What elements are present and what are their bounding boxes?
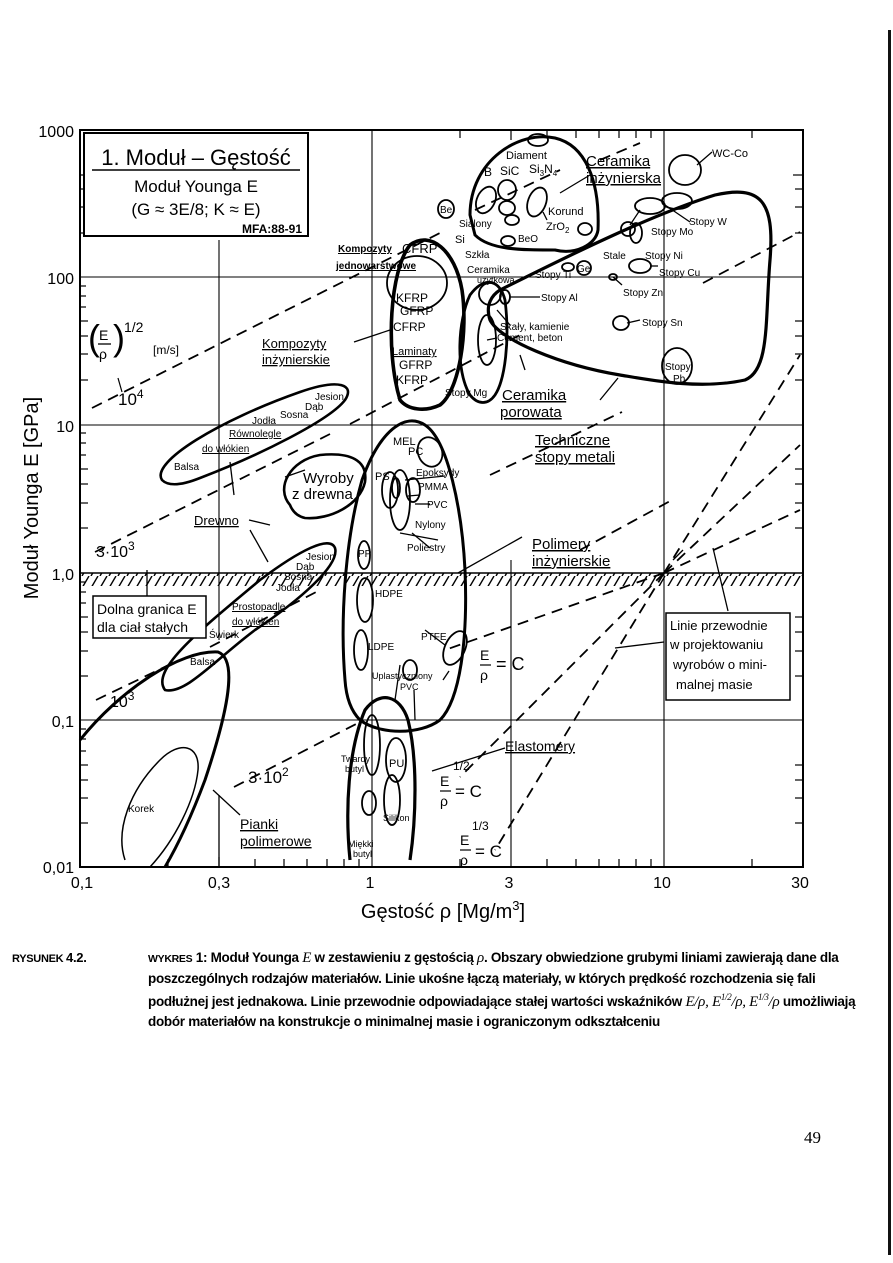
wave-formula-unit: [m/s] [153, 343, 179, 357]
wave-formula-E: E [99, 327, 109, 343]
x-tick-10: 10 [653, 875, 671, 892]
lower-limit-band [80, 573, 803, 586]
label-balsa: Balsa [174, 462, 200, 473]
label-kfrp-2: KFRP [396, 373, 429, 387]
label-stopy-pb-1: Stopy [665, 362, 691, 373]
envelope-polymer-foams [80, 652, 229, 867]
label-pmma: PMMA [418, 482, 448, 493]
label-wyroby-2: z drewna [292, 486, 353, 503]
label-ceramika-porowata-1: Ceramika [502, 387, 567, 404]
figure-label: RYSUNEK 4.2. [12, 950, 87, 965]
label-pu: PU [389, 758, 405, 770]
label-pc: PC [408, 446, 424, 458]
label-linie-4: malnej masie [676, 677, 753, 692]
label-ceramika-inzynierska-2: inżynierska [586, 170, 662, 187]
label-wc-co: WC-Co [712, 148, 749, 160]
label-ceramika-porowata-2: porowata [500, 404, 562, 421]
label-techniczne-1: Techniczne [535, 432, 611, 449]
label-korund: Korund [548, 206, 584, 218]
grid-lines [80, 130, 803, 867]
label-ge: Ge [577, 264, 591, 275]
figure-caption [12, 948, 872, 1031]
label-rownolegle-1: Równolegle [229, 429, 282, 440]
chart-title: 1. Moduł – Gęstość [101, 145, 291, 170]
label-pianki-2: polimerowe [240, 833, 312, 849]
label-linie-2: w projektowaniu [670, 637, 764, 652]
label-wyroby-1: Wyroby [303, 470, 354, 487]
label-prostopadle-2: do włókien [232, 617, 280, 628]
label-hdpe: HDPE [375, 589, 403, 600]
guide1-rho: ρ [480, 667, 488, 683]
label-stopy-mg: Stopy Mg [445, 388, 488, 399]
title-box [84, 133, 308, 236]
label-jesion-2: Jesion [306, 552, 335, 563]
label-gfrp: GFRP [400, 304, 434, 318]
label-twardy-2: butyl [345, 764, 365, 774]
label-ceramika-inzynierska-1: Ceramika [586, 153, 651, 170]
guideline-box [666, 613, 790, 700]
label-ceramika-uzytkowa-2: użytkowa [477, 275, 515, 285]
x-tick-0.1: 0,1 [70, 875, 94, 892]
y-tick-10: 10 [56, 419, 74, 436]
label-pp: PP [358, 549, 372, 560]
label-drewno: Drewno [194, 513, 239, 528]
x-tick-labels [71, 875, 809, 892]
page-number: 49 [804, 1128, 821, 1147]
label-skaly: Skały, kamienie [500, 322, 570, 333]
label-mel: MEL [393, 436, 416, 448]
guide2-c: = C [455, 782, 482, 801]
label-stopy-sn: Stopy Sn [642, 318, 683, 329]
label-twardy-1: Twardy [341, 754, 371, 764]
label-poliestry: Poliestry [407, 543, 446, 554]
label-stopy-zn: Stopy Zn [623, 288, 664, 299]
chart-source: MFA:88-91 [241, 222, 302, 236]
labels-guidelines [440, 647, 525, 868]
label-korek: Korek [128, 804, 155, 815]
label-jodla: Jodła [252, 416, 276, 427]
label-b: B [484, 165, 493, 179]
label-sialony: Sialony [459, 219, 492, 230]
label-jodla-2: Jodła [276, 583, 300, 594]
label-kompozyty-jedn-1: Kompozyty [338, 244, 392, 255]
guide1-c: = C [496, 654, 525, 674]
caption-text: WYKRES 1: Moduł Younga E w zestawieniu z gęstością ρ. Obszary obwiedzione grubymi liniami zawierają dane dla poszczególnych rodzajów materiałów. Linie ukośne łączą materiały, w których prędkość rozchodzenia się fali podłużnej jest jednakowa. Linie przewodnie odpowiadające stałej wartości wskaźników E/ρ, $E^{1/2}/\rho$, $E^{1/3}/\rho$ umożliwiają dobór materiałów na konstrukcje o minimalnej masie i ograniczonym odkształceniu [148, 950, 856, 1029]
wave-paren-right: ) [113, 317, 125, 358]
label-zro2: ZrO$_2$ [546, 221, 570, 235]
label-diament: Diament [506, 150, 547, 162]
label-ldpe: LDPE [368, 642, 395, 653]
label-ps: PS [375, 471, 390, 483]
x-tick-30: 30 [791, 875, 809, 892]
label-cement: Cement, beton [497, 333, 563, 344]
label-stopy-cu: Stopy Cu [659, 268, 701, 279]
label-kompozyty-inz-1: Kompozyty [262, 336, 327, 351]
label-laminaty: Laminaty [392, 346, 437, 358]
label-linie-3: wyrobów o mini- [673, 657, 767, 672]
label-si3n4: $Si_3N_4$ [529, 162, 558, 178]
label-elastomery: Elastomery [505, 738, 576, 754]
label-linie-1: Linie przewodnie [670, 618, 768, 633]
wave-formula-exp: 1/2 [124, 319, 144, 335]
guide3-c: = C [475, 842, 502, 861]
label-stopy-mo: Stopy Mo [651, 227, 694, 238]
x-tick-3: 3 [504, 875, 514, 892]
label-swierk: Świerk [209, 630, 240, 641]
label-uplast-2: PVC [400, 682, 419, 692]
wave-label-1e3: $10^3$ [110, 689, 135, 711]
label-kompozyty-jedn-2: jednowarstwowe [336, 261, 417, 272]
label-stopy-ni: Stopy Ni [645, 251, 683, 262]
wave-formula-rho: ρ [99, 346, 107, 362]
label-jesion: Jesion [315, 392, 344, 403]
labels-polymers [358, 436, 459, 692]
envelope-elastomers [348, 698, 415, 860]
wave-paren-left: ( [88, 317, 100, 358]
label-gfrp-2: GFRP [399, 358, 433, 372]
labels-wave-speed [88, 317, 289, 787]
y-tick-0.1: 0,1 [51, 714, 74, 731]
label-prostopadle-1: Prostopadle [232, 602, 286, 613]
chart-subtitle: Moduł Younga E [134, 177, 258, 196]
y-tick-1000: 1000 [38, 124, 74, 141]
label-dab-2: Dąb [296, 562, 315, 573]
wave-label-3e2: $3\cdot 10^2$ [248, 765, 289, 787]
label-dolna-2: dla ciał stałych [97, 619, 189, 635]
guideline-lines [445, 355, 800, 850]
label-cfrp: CFRP [393, 320, 426, 334]
y-tick-labels [38, 124, 74, 877]
wave-label-3e3: $3\cdot 10^3$ [96, 539, 135, 561]
y-tick-1: 1,0 [51, 567, 74, 584]
label-stopy-ti: Stopy Ti [535, 270, 572, 281]
guide2-exp: 1/2 [453, 759, 470, 773]
label-stopy-pb-2: Pb [673, 374, 686, 385]
x-axis-title: Gęstość ρ $[Mg/m^3]$ [360, 898, 526, 923]
label-miekki-2: butyl [353, 849, 373, 859]
guide3-rho: ρ [460, 852, 468, 868]
guide1-E: E [480, 647, 490, 663]
plot-frame [80, 130, 803, 867]
label-si: Si [455, 234, 465, 246]
wave-label-1e4: $10^4$ [118, 387, 144, 409]
label-kfrp: KFRP [396, 291, 429, 305]
label-dab: Dąb [305, 402, 324, 413]
label-polimery-2: inżynierskie [532, 553, 611, 570]
label-rownolegle-2: do włókien [202, 444, 250, 455]
label-szkla: Szkła [465, 250, 490, 261]
label-epoksydy: Epoksydy [416, 468, 460, 479]
label-sic: SiC [500, 164, 520, 178]
label-beo: BeO [518, 234, 539, 245]
label-balsa-2: Balsa [190, 657, 216, 668]
label-miekki-1: Miękki [348, 839, 374, 849]
label-sosna: Sosna [280, 410, 309, 421]
guide2-E: E [440, 773, 450, 789]
label-pvc: PVC [427, 500, 448, 511]
label-nylony: Nylony [415, 520, 446, 531]
label-kompozyty-inz-2: inżynierskie [262, 352, 330, 367]
guide2-rho: ρ [440, 793, 448, 809]
y-tick-0.01: 0,01 [42, 860, 74, 877]
label-stale: Stale [603, 251, 626, 262]
guide3-exp: 1/3 [472, 819, 489, 833]
x-tick-1: 1 [365, 875, 375, 892]
label-stopy-al: Stopy Al [541, 293, 578, 304]
chart-formula: (G ≈ 3E/8; K ≈ E) [131, 200, 261, 219]
label-techniczne-2: stopy metali [535, 449, 616, 466]
guide3-E: E [460, 832, 470, 848]
y-axis-title: Moduł Younga E [GPa] [21, 396, 43, 600]
label-cfrp-top: CFRP [402, 241, 438, 256]
lower-limit-box [93, 596, 206, 638]
x-tick-0.3: 0,3 [207, 875, 231, 892]
label-ceramika-uzytkowa-1: Ceramika [467, 265, 510, 276]
label-polimery-1: Polimery [532, 536, 591, 553]
label-sosna-2: Sosna [284, 572, 313, 583]
label-ptfe: PTFE [421, 632, 447, 643]
label-pianki-1: Pianki [240, 816, 279, 832]
label-dolna-1: Dolna granica E [97, 601, 197, 617]
label-be: Be [440, 205, 453, 216]
label-stopy-w: Stopy W [689, 217, 727, 228]
label-uplast-1: Uplastyczniony [372, 671, 433, 681]
label-silikon: Silikon [383, 813, 410, 823]
y-tick-100: 100 [47, 271, 74, 288]
